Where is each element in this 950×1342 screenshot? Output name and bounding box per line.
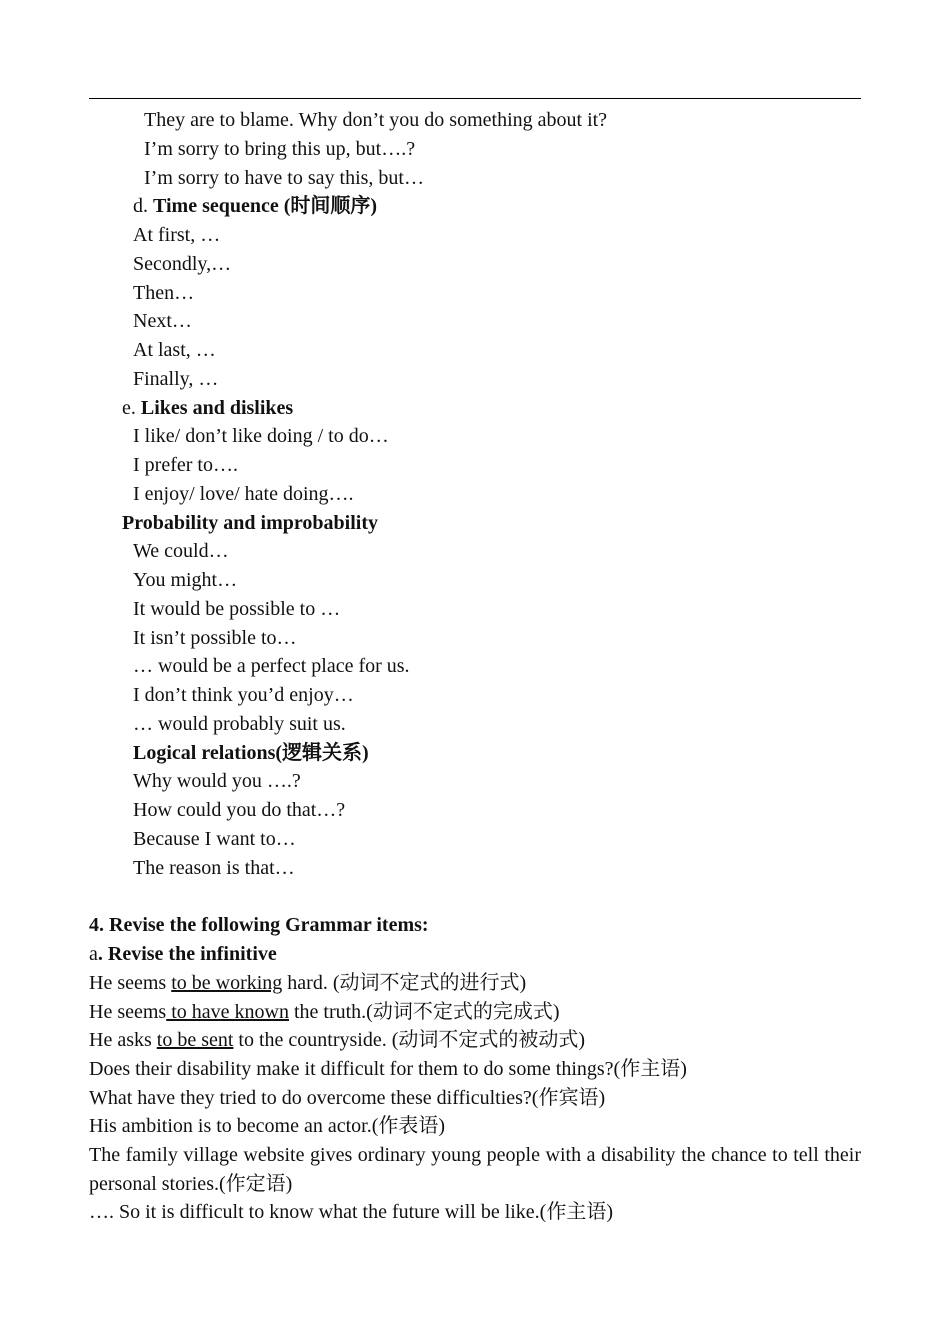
list-item: We could… — [133, 540, 229, 562]
section-heading-logical: Logical relations(逻辑关系) — [133, 742, 369, 764]
list-item: How could you do that…? — [133, 799, 346, 821]
header-rule — [89, 98, 861, 99]
example-sentence: His ambition is to become an actor.(作表语) — [89, 1115, 446, 1137]
grammar-subheading: a. Revise the infinitive — [89, 943, 277, 965]
list-item: … would probably suit us. — [133, 713, 346, 735]
text-line: They are to blame. Why don’t you do something about it? — [144, 109, 608, 131]
list-item: I like/ don’t like doing / to do… — [133, 425, 389, 447]
example-sentence: What have they tried to do overcome these difficulties?(作宾语) — [89, 1087, 606, 1109]
text-line: I’m sorry to bring this up, but….? — [144, 138, 416, 160]
list-item: At first, … — [133, 224, 221, 246]
example-sentence: He seems to be working hard. (动词不定式的进行式) — [89, 972, 527, 994]
section-heading-probability: Probability and improbability — [122, 512, 378, 534]
list-item: Secondly,… — [133, 253, 232, 275]
example-sentence-wrapped: The family village website gives ordinary young people with a disability the chance to tell their personal stories.(作定语) — [89, 1144, 861, 1195]
list-item: I prefer to…. — [133, 454, 238, 476]
text-line: I’m sorry to have to say this, but… — [144, 167, 424, 189]
example-sentence: …. So it is difficult to know what the future will be like.(作主语) — [89, 1201, 614, 1223]
example-sentence: Does their disability make it difficult for them to do some things?(作主语) — [89, 1058, 687, 1080]
list-item: Because I want to… — [133, 828, 296, 850]
list-item: The reason is that… — [133, 857, 295, 879]
list-item: Next… — [133, 310, 192, 332]
list-item: It would be possible to … — [133, 598, 341, 620]
list-item: At last, … — [133, 339, 216, 361]
section-heading-time-sequence: d. Time sequence (时间顺序) — [133, 195, 378, 217]
example-sentence: He asks to be sent to the countryside. (动词不定式的被动式) — [89, 1029, 586, 1051]
list-item: You might… — [133, 569, 238, 591]
list-item: I don’t think you’d enjoy… — [133, 684, 354, 706]
section-heading-likes: e. Likes and dislikes — [122, 397, 294, 419]
list-item: … would be a perfect place for us. — [133, 655, 410, 677]
list-item: It isn’t possible to… — [133, 627, 297, 649]
list-item: Why would you ….? — [133, 770, 301, 792]
list-item: Then… — [133, 282, 195, 304]
list-item: I enjoy/ love/ hate doing…. — [133, 483, 354, 505]
grammar-heading: 4. Revise the following Grammar items: — [89, 914, 429, 936]
list-item: Finally, … — [133, 368, 219, 390]
example-sentence: He seems to have known the truth.(动词不定式的完成式) — [89, 1001, 560, 1023]
